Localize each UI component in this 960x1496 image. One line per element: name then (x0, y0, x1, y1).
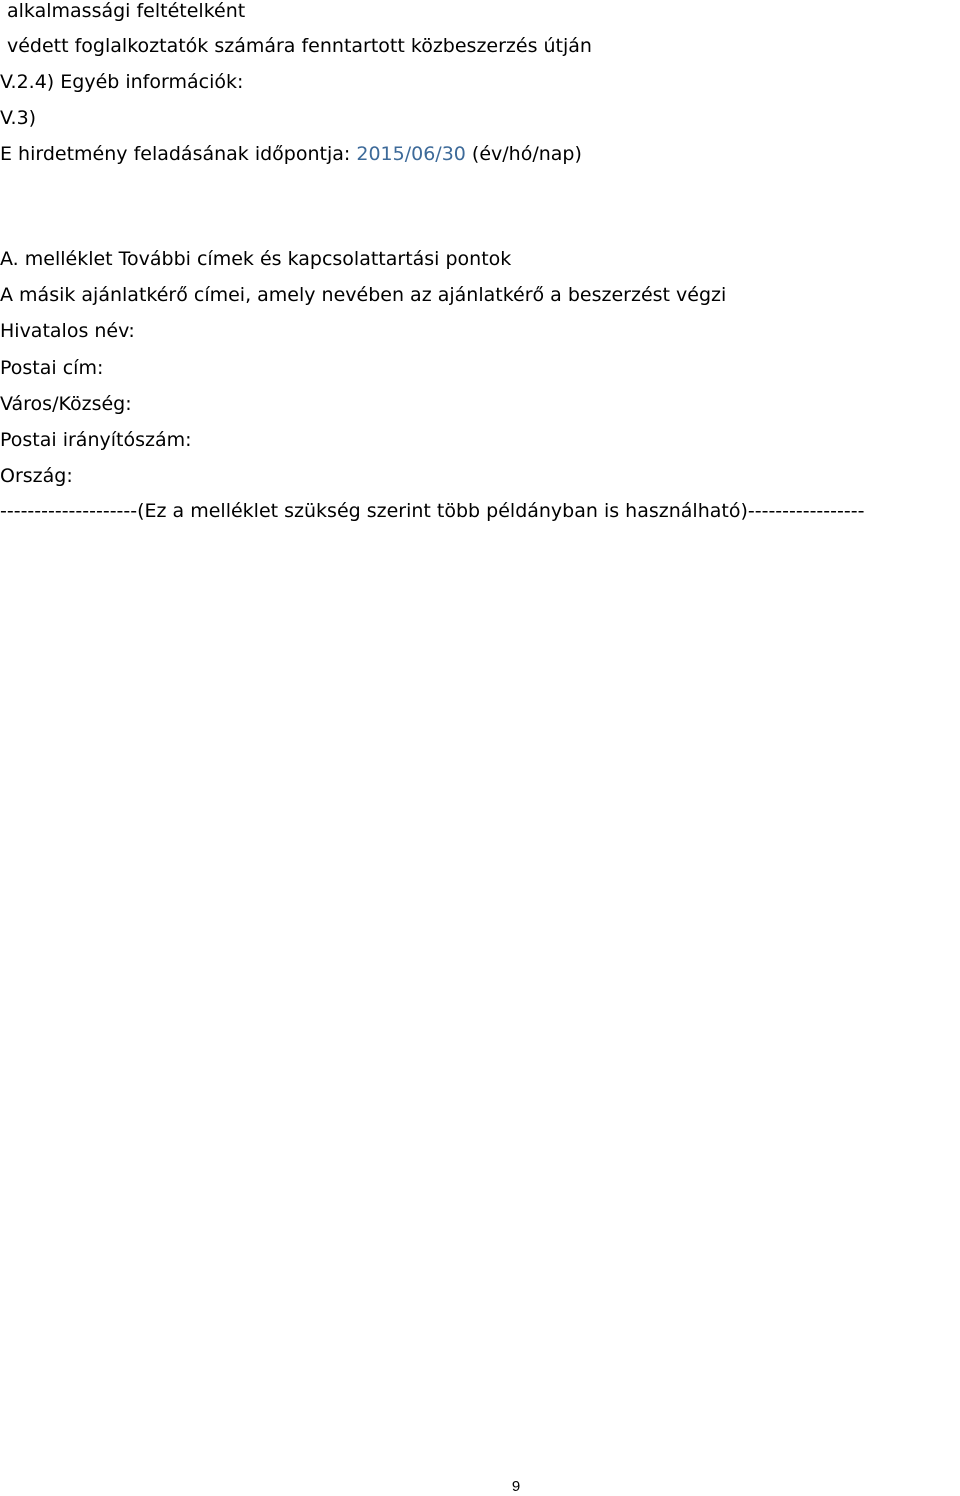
city-label: Város/Község: (0, 393, 132, 415)
section-v3-heading: V.3) (0, 107, 37, 129)
official-name-label: Hivatalos név: (0, 320, 135, 342)
dispatch-date-value: 2015/06/30 (356, 143, 466, 165)
other-info-heading: V.2.4) Egyéb információk: (0, 71, 244, 93)
dispatch-date-line (0, 143, 582, 165)
annex-separator-note: --------------------(Ez a melléklet szükség szerint több példányban is használható)----------------- (0, 500, 865, 522)
postal-code-label: Postai irányítószám: (0, 429, 192, 451)
condition-heading: alkalmassági feltételként (7, 0, 246, 22)
page-number: 9 (511, 1478, 521, 1495)
annex-title: A. melléklet További címek és kapcsolattartási pontok (0, 248, 512, 270)
annex-subtitle: A másik ajánlatkérő címei, amely nevében az ajánlatkérő a beszerzést végzi (0, 284, 727, 306)
dispatch-date-label: E hirdetmény feladásának időpontja: (0, 143, 351, 165)
dispatch-date-format: (év/hó/nap) (471, 143, 582, 165)
reserved-procurement-line: védett foglalkoztatók számára fenntartott közbeszerzés útján (7, 35, 592, 57)
postal-address-label: Postai cím: (0, 357, 104, 379)
country-label: Ország: (0, 465, 73, 487)
